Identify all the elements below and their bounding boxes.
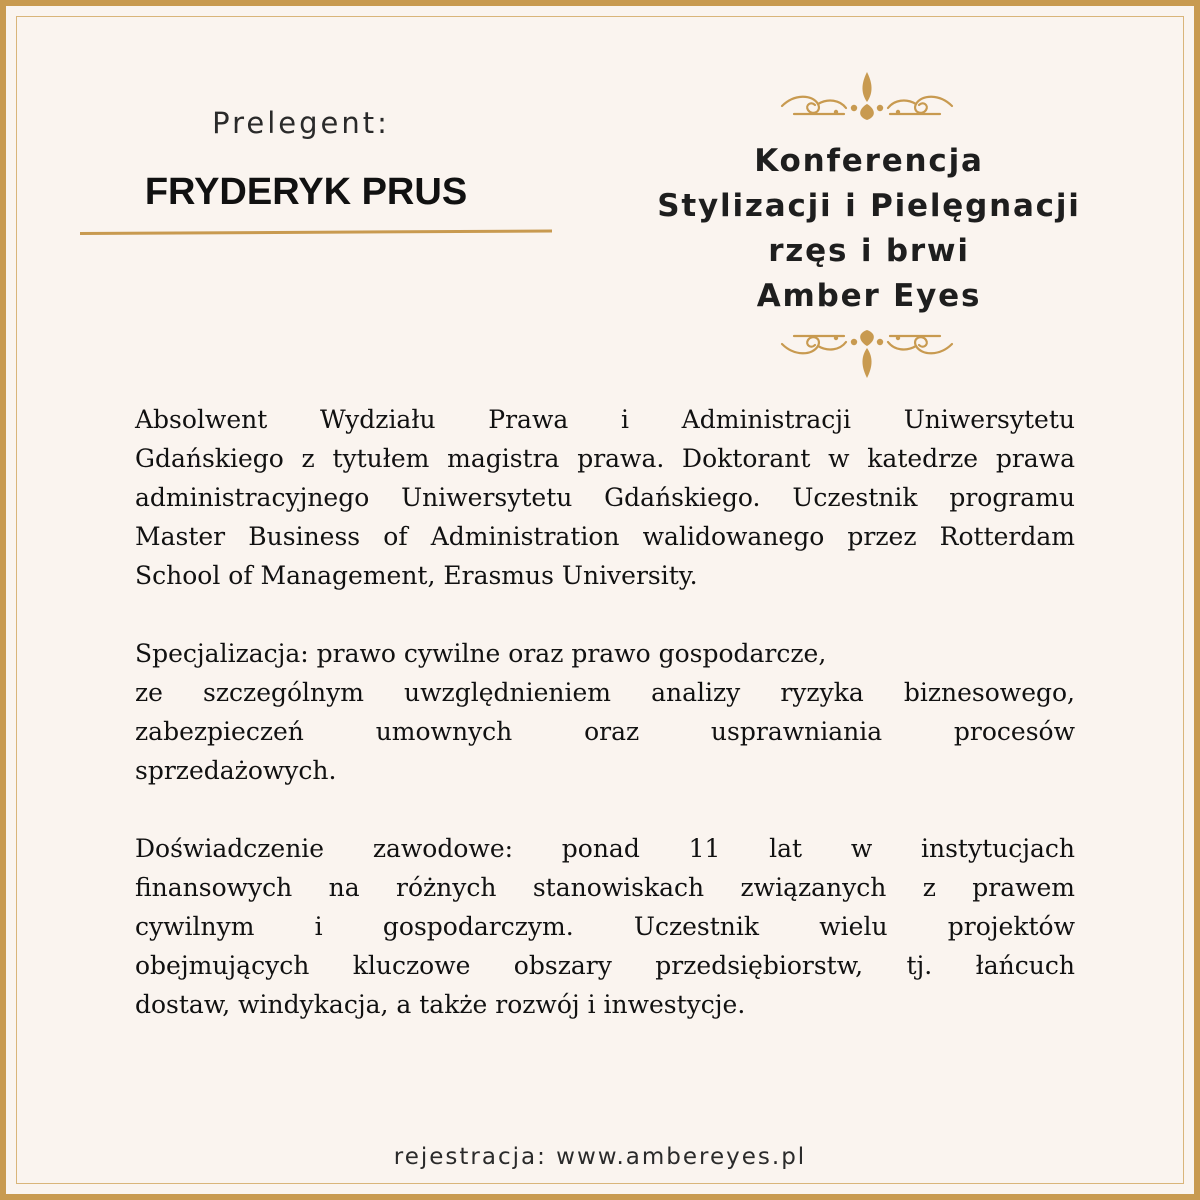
conference-title-line: rzęs i brwi — [768, 233, 970, 269]
bio-line: Gdańskiego z tytułem magistra prawa. Doktorant w katedrze prawa — [135, 444, 1075, 473]
bio-line: cywilnym i gospodarczym. Uczestnik wielu projektów — [135, 912, 1075, 941]
bio-line: Specjalizacja: prawo cywilne oraz prawo gospodarcze, — [135, 639, 827, 668]
speaker-label: Prelegent: — [212, 106, 390, 140]
bio-paragraph-specialization — [135, 634, 1075, 790]
bio-line: zabezpieczeń umownych oraz usprawniania procesów — [135, 717, 1075, 746]
bio-line: Absolwent Wydziału Prawa i Administracji Uniwersytetu — [135, 405, 1075, 434]
registration-link[interactable]: rejestracja: www.ambereyes.pl — [393, 1144, 807, 1170]
bio-line: Master Business of Administration walidowanego przez Rotterdam — [135, 522, 1075, 551]
bio-line: obejmujących kluczowe obszary przedsiębiorstw, tj. łańcuch — [135, 951, 1075, 980]
bio-line: finansowych na różnych stanowiskach związanych z prawem — [135, 873, 1075, 902]
bio-line: dostaw, windykacja, a także rozwój i inwestycje. — [135, 990, 746, 1019]
bio-line: Doświadczenie zawodowe: ponad 11 lat w instytucjach — [135, 834, 1075, 863]
gold-divider — [80, 230, 552, 235]
speaker-name: FRYDERYK PRUS — [144, 171, 468, 213]
bio-line: sprzedażowych. — [135, 756, 337, 785]
conference-title — [626, 139, 1112, 319]
bio-paragraph-experience — [135, 829, 1075, 1024]
conference-title-line: Amber Eyes — [756, 278, 982, 314]
bio-line: administracyjnego Uniwersytetu Gdańskiego. Uczestnik programu — [135, 483, 1075, 512]
bio-paragraph-education — [135, 400, 1075, 595]
bio-line: School of Management, Erasmus University. — [135, 561, 698, 590]
bio-line: ze szczególnym uwzględnieniem analizy ryzyka biznesowego, — [135, 678, 1075, 707]
conference-title-line: Stylizacji i Pielęgnacji — [657, 188, 1081, 224]
speaker-bio — [135, 400, 1075, 1063]
gold-flourish-icon — [774, 68, 960, 124]
gold-flourish-icon — [774, 326, 960, 382]
conference-title-line: Konferencja — [754, 143, 984, 179]
